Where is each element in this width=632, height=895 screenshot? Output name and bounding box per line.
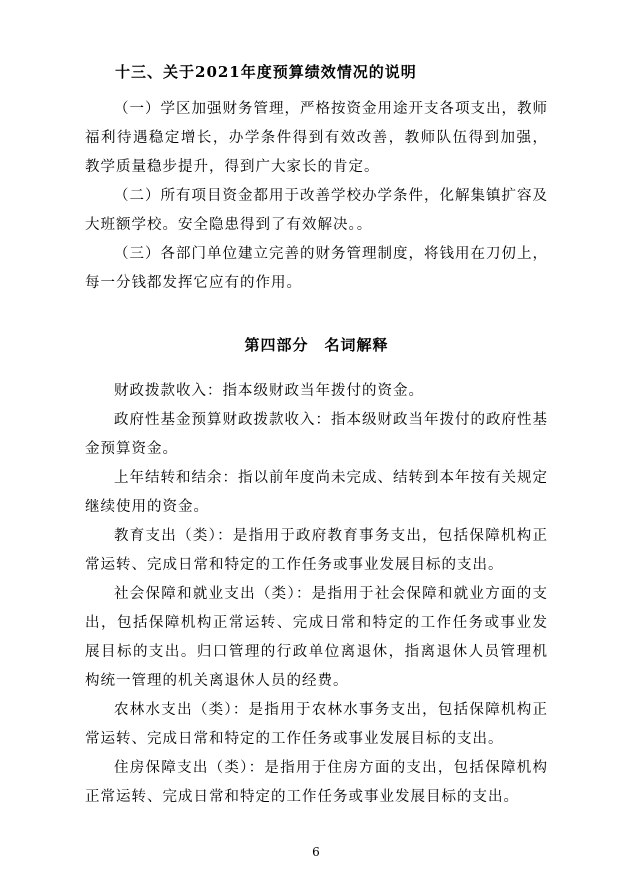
section-13-paragraph-1: （一）学区加强财务管理，严格按资金用途开支各项支出，教师福利待遇稳定增长，办学条件得到有效改善，教师队伍得到加强，教学质量稳步提升，得到广大家长的肯定。 [85, 101, 548, 175]
page-number: 6 [312, 845, 320, 859]
section-13-paragraph-2: （二）所有项目资金都用于改善学校办学条件，化解集镇扩容及大班额学校。安全隐患得到了有效解决。。 [85, 188, 548, 233]
part-4-heading: 第四部分 名词解释 [244, 336, 389, 354]
part-4-definition-fiscal-appropriation-income: 财政拨款收入：指本级财政当年拨付的资金。 [114, 383, 424, 399]
part-4-definition-government-fund-budget-income: 政府性基金预算财政拨款收入：指本级财政当年拨付的政府性基金预算资金。 [85, 412, 548, 457]
part-4-definition-housing-security-expenditure: 住房保障支出（类）：是指用于住房方面的支出，包括保障机构正常运转、完成日常和特定的工作任务或事业发展目标的支出。 [85, 760, 548, 805]
part-4-definition-education-expenditure: 教育支出（类）：是指用于政府教育事务支出，包括保障机构正常运转、完成日常和特定的工作任务或事业发展目标的支出。 [85, 528, 548, 573]
page-content [85, 58, 548, 812]
section-13-paragraph-3: （三）各部门单位建立完善的财务管理制度，将钱用在刀仞上，每一分钱都发挥它应有的作用。 [85, 246, 548, 291]
section-13-heading: 十三、关于2021年度预算绩效情况的说明 [115, 63, 417, 81]
part-4-definition-carryover-and-surplus: 上年结转和结余：指以前年度尚未完成、结转到本年按有关规定继续使用的资金。 [85, 470, 548, 515]
part-4-definition-social-security-employment-expenditure: 社会保障和就业支出（类）：是指用于社会保障和就业方面的支出，包括保障机构正常运转、完成日常和特定的工作任务或事业发展目标的支出。归口管理的行政单位离退休，指离退休人员管理机构统一管理的机关离退休人员的经费。 [85, 586, 548, 689]
part-4-definition-agriculture-forestry-water-expenditure: 农林水支出（类）：是指用于农林水事务支出，包括保障机构正常运转、完成日常和特定的工作任务或事业发展目标的支出。 [85, 702, 548, 747]
